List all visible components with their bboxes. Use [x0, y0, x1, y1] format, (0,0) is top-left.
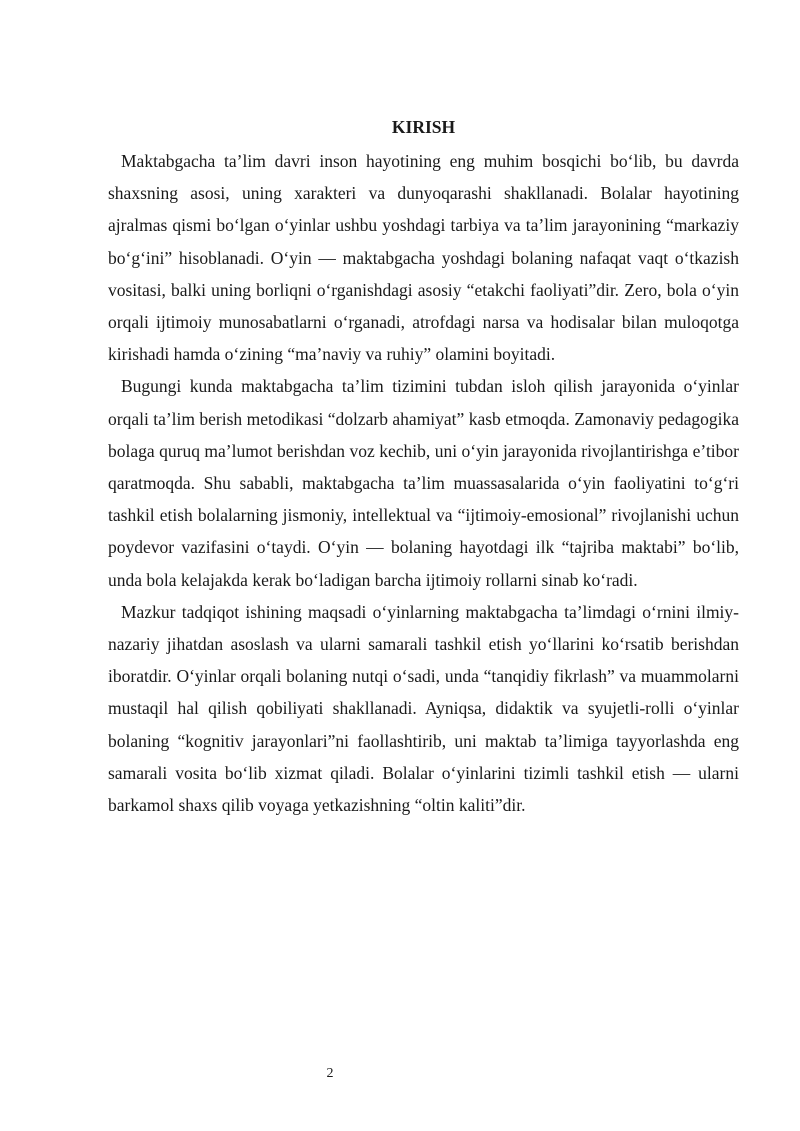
paragraph-2: Bugungi kunda maktabgacha ta’lim tizimini tubdan isloh qilish jarayonida o‘yinlar orqali ta’lim berish metodikasi “dolzarb ahamiyat” kasb etmoqda. Zamonaviy pedagogika bolaga quruq ma’lumot berishdan voz kechib, uni o‘yin jarayonida rivojlantirishga e’tibor qaratmoqda. Shu sababli, maktabgacha ta’lim muassasalarida o‘yin faoliyatini to‘g‘ri tashkil etish bolalarning jismoniy, intellektual va “ijtimoiy-emosional” rivojlanishi uchun poydevor vazifasini o‘taydi. O‘yin — bolaning hayotdagi ilk “tajriba maktabi” bo‘lib, unda bola kelajakda kerak bo‘ladigan barcha ijtimoiy rollarni sinab ko‘radi. [108, 376, 739, 590]
document-body [108, 115, 739, 821]
section-heading: KIRISH [391, 117, 456, 137]
paragraph-3: Mazkur tadqiqot ishining maqsadi o‘yinlarning maktabgacha ta’limdagi o‘rnini ilmiy-nazariy jihatdan asoslash va ularni samarali tashkil etish yo‘llarini ko‘rsatib berishdan iboratdir. O‘yinlar orqali bolaning nutqi o‘sadi, unda “tanqidiy fikrlash” va muammolarni mustaqil hal qilish qobiliyati shakllanadi. Ayniqsa, didaktik va syujetli-rolli o‘yinlar bolaning “kognitiv jarayonlari”ni faollashtirib, uni maktab ta’limiga tayyorlashda eng samarali vosita bo‘lib xizmat qiladi. Bolalar o‘yinlarini tizimli tashkil etish — ularni barkamol shaxs qilib voyaga yetkazishning “oltin kaliti”dir. [108, 601, 739, 816]
paragraph-1: Maktabgacha ta’lim davri inson hayotining eng muhim bosqichi bo‘lib, bu davrda shaxsning asosi, uning xarakteri va dunyoqarashi shakllanadi. Bolalar hayotining ajralmas qismi bo‘lgan o‘yinlar ushbu yoshdagi tarbiya va ta’lim jarayonining “markaziy bo‘g‘ini” hisoblanadi. O‘yin — maktabgacha yoshdagi bolaning nafaqat vaqt o‘tkazish vositasi, balki uning borliqni o‘rganishdagi asosiy “etakchi faoliyati”dir. Zero, bola o‘yin orqali ijtimoiy munosabatlarni o‘rganadi, atrofdagi narsa va hodisalar bilan muloqotga kirishadi hamda o‘zining “ma’naviy va ruhiy” olamini boyitadi. [108, 151, 739, 365]
page-number: 2 [326, 1066, 334, 1081]
